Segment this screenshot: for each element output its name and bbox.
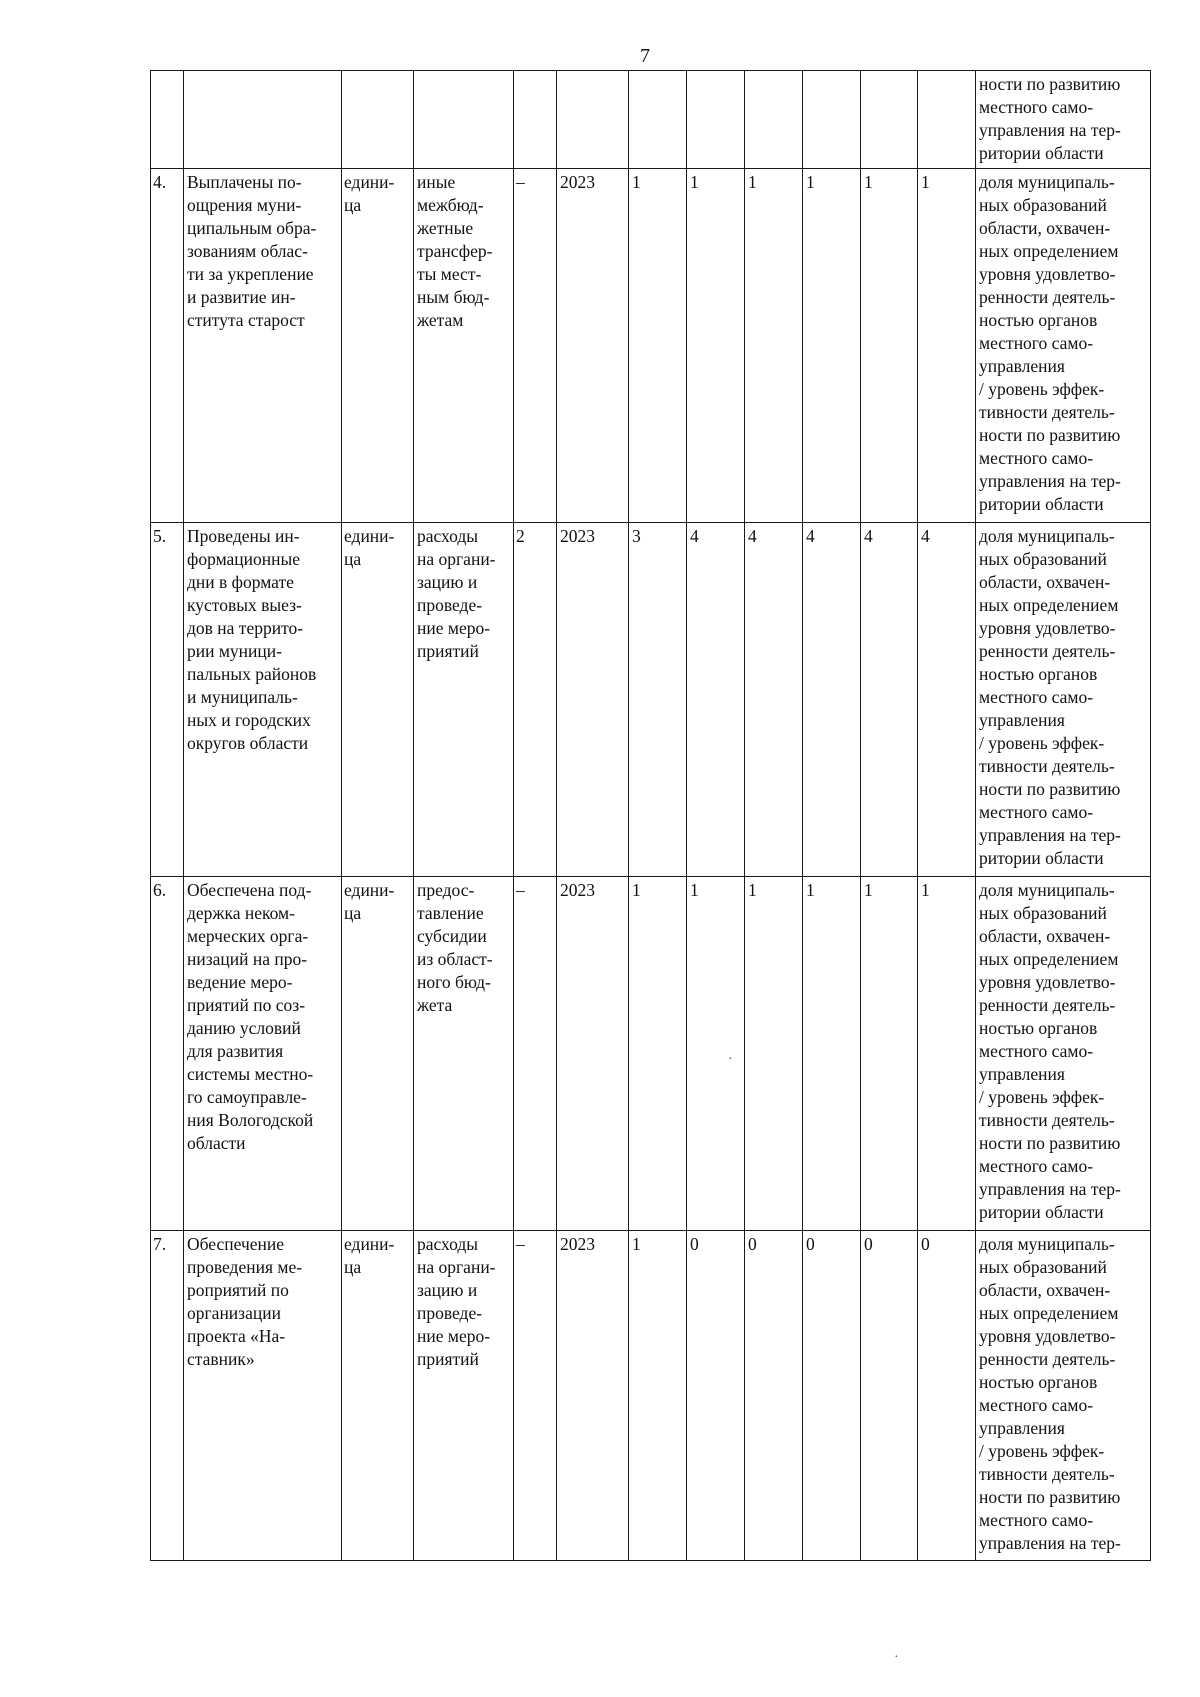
cell-year — [557, 71, 629, 169]
cell-num: 5. — [151, 523, 184, 877]
cell-type: расходы на органи- зацию и проведе- ние меро- приятий — [414, 523, 514, 877]
cell-num: 4. — [151, 169, 184, 523]
cell-value: 1 — [918, 877, 976, 1231]
cell-unit: едини- ца — [342, 169, 414, 523]
cell-indicator: доля муниципаль- ных образований области, охвачен- ных определением уровня удовлетво- ренности деятель- ностью органов местного само- управления / уровень эффек- тивности деятель- ности по развитию местного само- управления на тер- ритории области — [976, 877, 1151, 1231]
cell-unit: едини- ца — [342, 877, 414, 1231]
cell-value: 1 — [745, 877, 803, 1231]
cell-value — [803, 71, 861, 169]
cell-value: 4 — [861, 523, 918, 877]
cell-indicator: доля муниципаль- ных образований области, охвачен- ных определением уровня удовлетво- ренности деятель- ностью органов местного само- управления / уровень эффек- тивности деятель- ности по развитию местного само- управления на тер- — [976, 1231, 1151, 1561]
cell-value: 1 — [803, 169, 861, 523]
table-row — [151, 169, 1151, 523]
table-row — [151, 1231, 1151, 1561]
cell-value: 1 — [687, 169, 745, 523]
cell-value: 0 — [918, 1231, 976, 1561]
cell-indicator: ности по развитию местного само- управления на тер- ритории области — [976, 71, 1151, 169]
cell-type: расходы на органи- зацию и проведе- ние меро- приятий — [414, 1231, 514, 1561]
cell-result — [184, 71, 342, 169]
cell-year: 2023 — [557, 169, 629, 523]
results-table — [150, 70, 1151, 1561]
cell-value: 1 — [861, 877, 918, 1231]
cell-value: 4 — [803, 523, 861, 877]
cell-year: 2023 — [557, 1231, 629, 1561]
cell-value: 1 — [687, 877, 745, 1231]
cell-value: 1 — [918, 169, 976, 523]
cell-base — [514, 71, 557, 169]
page-number: 7 — [640, 45, 650, 67]
cell-num — [151, 71, 184, 169]
scan-speck: · — [894, 1650, 899, 1665]
cell-value: 0 — [687, 1231, 745, 1561]
cell-value: 1 — [861, 169, 918, 523]
cell-value: 4 — [687, 523, 745, 877]
cell-value — [861, 71, 918, 169]
cell-year: 2023 — [557, 877, 629, 1231]
cell-year: 2023 — [557, 523, 629, 877]
cell-base: – — [514, 1231, 557, 1561]
cell-value: 1 — [803, 877, 861, 1231]
cell-result: Обеспечение проведения ме- роприятий по организации проекта «На- ставник» — [184, 1231, 342, 1561]
cell-value: 4 — [918, 523, 976, 877]
cell-value: 1 — [629, 169, 687, 523]
cell-indicator: доля муниципаль- ных образований области, охвачен- ных определением уровня удовлетво- ренности деятель- ностью органов местного само- управления / уровень эффек- тивности деятель- ности по развитию местного само- управления на тер- ритории области — [976, 169, 1151, 523]
cell-unit: едини- ца — [342, 1231, 414, 1561]
table-row — [151, 523, 1151, 877]
cell-unit: едини- ца — [342, 523, 414, 877]
cell-value — [629, 71, 687, 169]
cell-value: 4 — [745, 523, 803, 877]
cell-value: 3 — [629, 523, 687, 877]
cell-value: 1 — [629, 877, 687, 1231]
cell-type: иные межбюд- жетные трансфер- ты мест- ным бюд- жетам — [414, 169, 514, 523]
cell-base: – — [514, 877, 557, 1231]
cell-result: Обеспечена под- держка неком- мерческих орга- низаций на про- ведение меро- приятий по соз- данию условий для развития системы местно- го самоуправле- ния Вологодской области — [184, 877, 342, 1231]
cell-value — [745, 71, 803, 169]
cell-value — [918, 71, 976, 169]
cell-type: предос- тавление субсидии из област- ного бюд- жета — [414, 877, 514, 1231]
cell-num: 7. — [151, 1231, 184, 1561]
cell-value — [687, 71, 745, 169]
cell-value: 1 — [745, 169, 803, 523]
cell-num: 6. — [151, 877, 184, 1231]
cell-base: – — [514, 169, 557, 523]
cell-indicator: доля муниципаль- ных образований области, охвачен- ных определением уровня удовлетво- ренности деятель- ностью органов местного само- управления / уровень эффек- тивности деятель- ности по развитию местного само- управления на тер- ритории области — [976, 523, 1151, 877]
cell-type — [414, 71, 514, 169]
cell-unit — [342, 71, 414, 169]
cell-value: 0 — [745, 1231, 803, 1561]
cell-base: 2 — [514, 523, 557, 877]
table-row-continuation — [151, 71, 1151, 169]
cell-value: 0 — [803, 1231, 861, 1561]
table-row — [151, 877, 1151, 1231]
cell-value: 1 — [629, 1231, 687, 1561]
cell-result: Выплачены по- ощрения муни- ципальным обра- зованиям облас- ти за укрепление и развитие ин- ститута старост — [184, 169, 342, 523]
scan-speck: · — [728, 1052, 733, 1067]
cell-value: 0 — [861, 1231, 918, 1561]
cell-result: Проведены ин- формационные дни в формате кустовых выез- дов на террито- рии муници- пальных районов и муниципаль- ных и городских округов области — [184, 523, 342, 877]
